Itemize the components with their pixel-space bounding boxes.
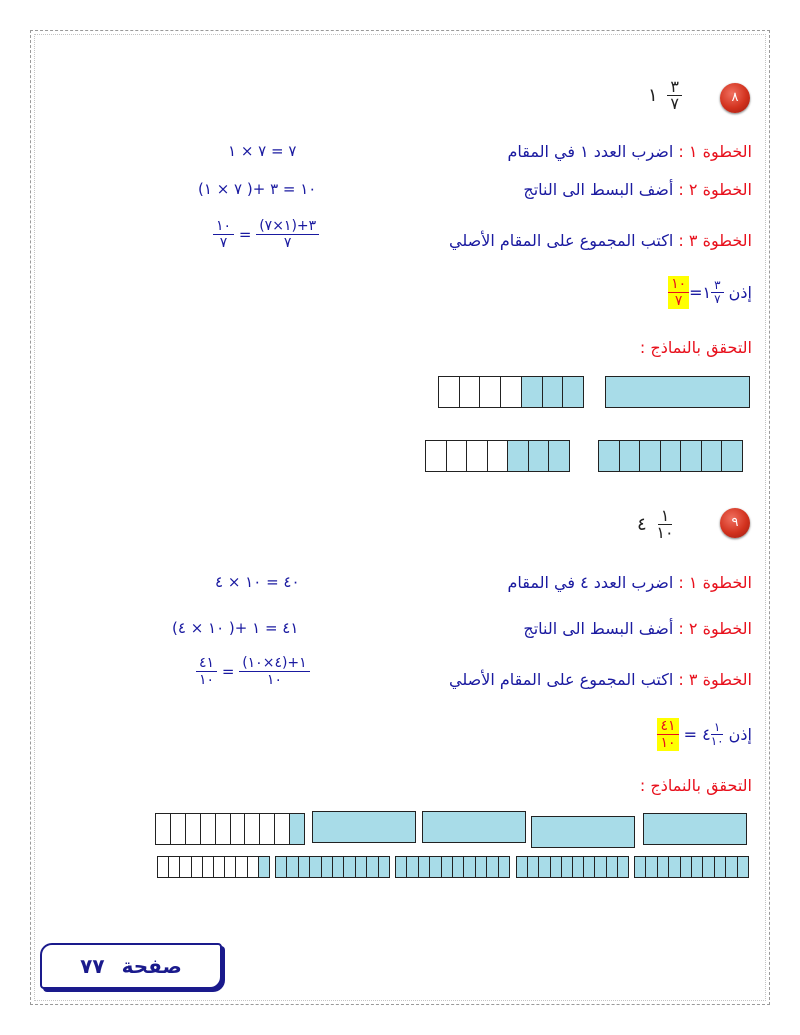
q8-step3-right-den: ٧ bbox=[283, 235, 292, 251]
q8-denominator: ٧ bbox=[670, 94, 679, 113]
q9-step1 bbox=[507, 573, 752, 592]
q9-model-row1-partial bbox=[155, 813, 305, 845]
q9-model-row1-whole-1 bbox=[312, 811, 416, 843]
q9-model-row2-whole-3 bbox=[516, 856, 629, 878]
q9-step3-left-den: ١٠ bbox=[199, 672, 215, 688]
q9-fraction bbox=[656, 508, 673, 541]
q9-denominator: ١٠ bbox=[656, 523, 674, 542]
q8-whole: ١ bbox=[648, 85, 658, 106]
q8-fraction bbox=[667, 79, 682, 112]
q9-step3-left-num: ٤١ bbox=[196, 655, 217, 672]
q9-model-row1-whole-2 bbox=[422, 811, 526, 843]
q9-step2-equation: ٤١ = ١ +( ١٠ × ٤) bbox=[172, 619, 299, 637]
q9-step3-right-num: (٤×١٠)+١ bbox=[239, 655, 310, 672]
q8-answer-result: $\frac{١٠}{٧}$ bbox=[668, 276, 689, 309]
q9-model-row2-partial bbox=[157, 856, 270, 878]
q9-numerator: ١ bbox=[658, 508, 673, 525]
q9-model-row2-whole-4 bbox=[634, 856, 749, 878]
q9-step3 bbox=[449, 670, 752, 689]
q8-step3 bbox=[449, 231, 752, 250]
q9-step1-text: اضرب العدد ٤ في المقام bbox=[507, 573, 674, 592]
q9-step2 bbox=[523, 619, 752, 638]
page-number: ٧٧ bbox=[80, 954, 105, 978]
question-8-mixed-number bbox=[648, 79, 682, 112]
q8-step3-left-den: ٧ bbox=[219, 235, 228, 251]
q9-answer: إذن $\frac{٤١}{١٠}$ = ٤ $\frac{١}{١٠}$ bbox=[657, 718, 752, 751]
q8-step3-label: الخطوة ٣ : bbox=[678, 231, 752, 250]
page-number-box bbox=[40, 943, 222, 989]
question-9-badge: ٩ bbox=[720, 508, 750, 538]
q9-whole: ٤ bbox=[637, 514, 647, 535]
q9-step2-text: أضف البسط الى الناتج bbox=[523, 619, 674, 638]
q8-model-row2-whole bbox=[598, 440, 743, 472]
q8-answer: إذن $\frac{١٠}{٧}$ =١ $\frac{٣}{٧}$ bbox=[668, 276, 752, 309]
q8-step2 bbox=[523, 180, 752, 199]
q9-step3-label: الخطوة ٣ : bbox=[678, 670, 752, 689]
q8-step1-label: الخطوة ١ : bbox=[678, 142, 752, 161]
q8-model-row1-whole bbox=[605, 376, 750, 408]
q9-step3-equation: $\frac{٤١}{١٠}$ = $\frac{(٤\times ١٠)+١}{١٠}$ bbox=[196, 655, 310, 688]
q9-check-label: التحقق بالنماذج : bbox=[639, 776, 752, 795]
page-label: صفحة bbox=[121, 954, 182, 978]
q8-step2-text: أضف البسط الى الناتج bbox=[523, 180, 674, 199]
q8-step3-left-num: ١٠ bbox=[213, 218, 234, 235]
q9-step3-right-den: ١٠ bbox=[266, 672, 282, 688]
q8-step3-right-num: (١×٧)+٣ bbox=[256, 218, 319, 235]
question-9-mixed-number bbox=[637, 508, 674, 541]
q9-model-row2-whole-2 bbox=[395, 856, 510, 878]
q9-model-row1-whole-4 bbox=[643, 813, 747, 845]
question-8-badge: ٨ bbox=[720, 83, 750, 113]
q9-step2-label: الخطوة ٢ : bbox=[678, 619, 752, 638]
q8-step1 bbox=[507, 142, 752, 161]
q9-step1-label: الخطوة ١ : bbox=[678, 573, 752, 592]
q8-step3-equation: $\frac{١٠}{٧}$ = $\frac{(١\times ٧)+٣}{٧}$ bbox=[213, 218, 319, 251]
q8-answer-prefix: إذن bbox=[728, 283, 752, 302]
q8-step2-label: الخطوة ٢ : bbox=[678, 180, 752, 199]
q8-step2-equation: ١٠ = ٣ +( ٧ × ١) bbox=[198, 180, 317, 198]
q9-step3-text: اكتب المجموع على المقام الأصلي bbox=[448, 670, 674, 689]
q8-step1-equation: ٧ = ٧ × ١ bbox=[228, 142, 297, 160]
q8-model-row2-partial bbox=[425, 440, 570, 472]
q9-step1-equation: ٤٠ = ١٠ × ٤ bbox=[215, 573, 300, 591]
q8-step3-text: اكتب المجموع على المقام الأصلي bbox=[448, 231, 674, 250]
q8-step1-text: اضرب العدد ١ في المقام bbox=[507, 142, 674, 161]
q9-answer-result: $\frac{٤١}{١٠}$ bbox=[657, 718, 678, 751]
q8-numerator: ٣ bbox=[667, 79, 682, 96]
q9-model-row2-whole-1 bbox=[275, 856, 390, 878]
q9-model-row1-whole-3 bbox=[531, 816, 635, 848]
q8-model-row1-partial bbox=[438, 376, 584, 408]
q8-check-label: التحقق بالنماذج : bbox=[639, 338, 752, 357]
q9-answer-prefix: إذن bbox=[728, 725, 752, 744]
